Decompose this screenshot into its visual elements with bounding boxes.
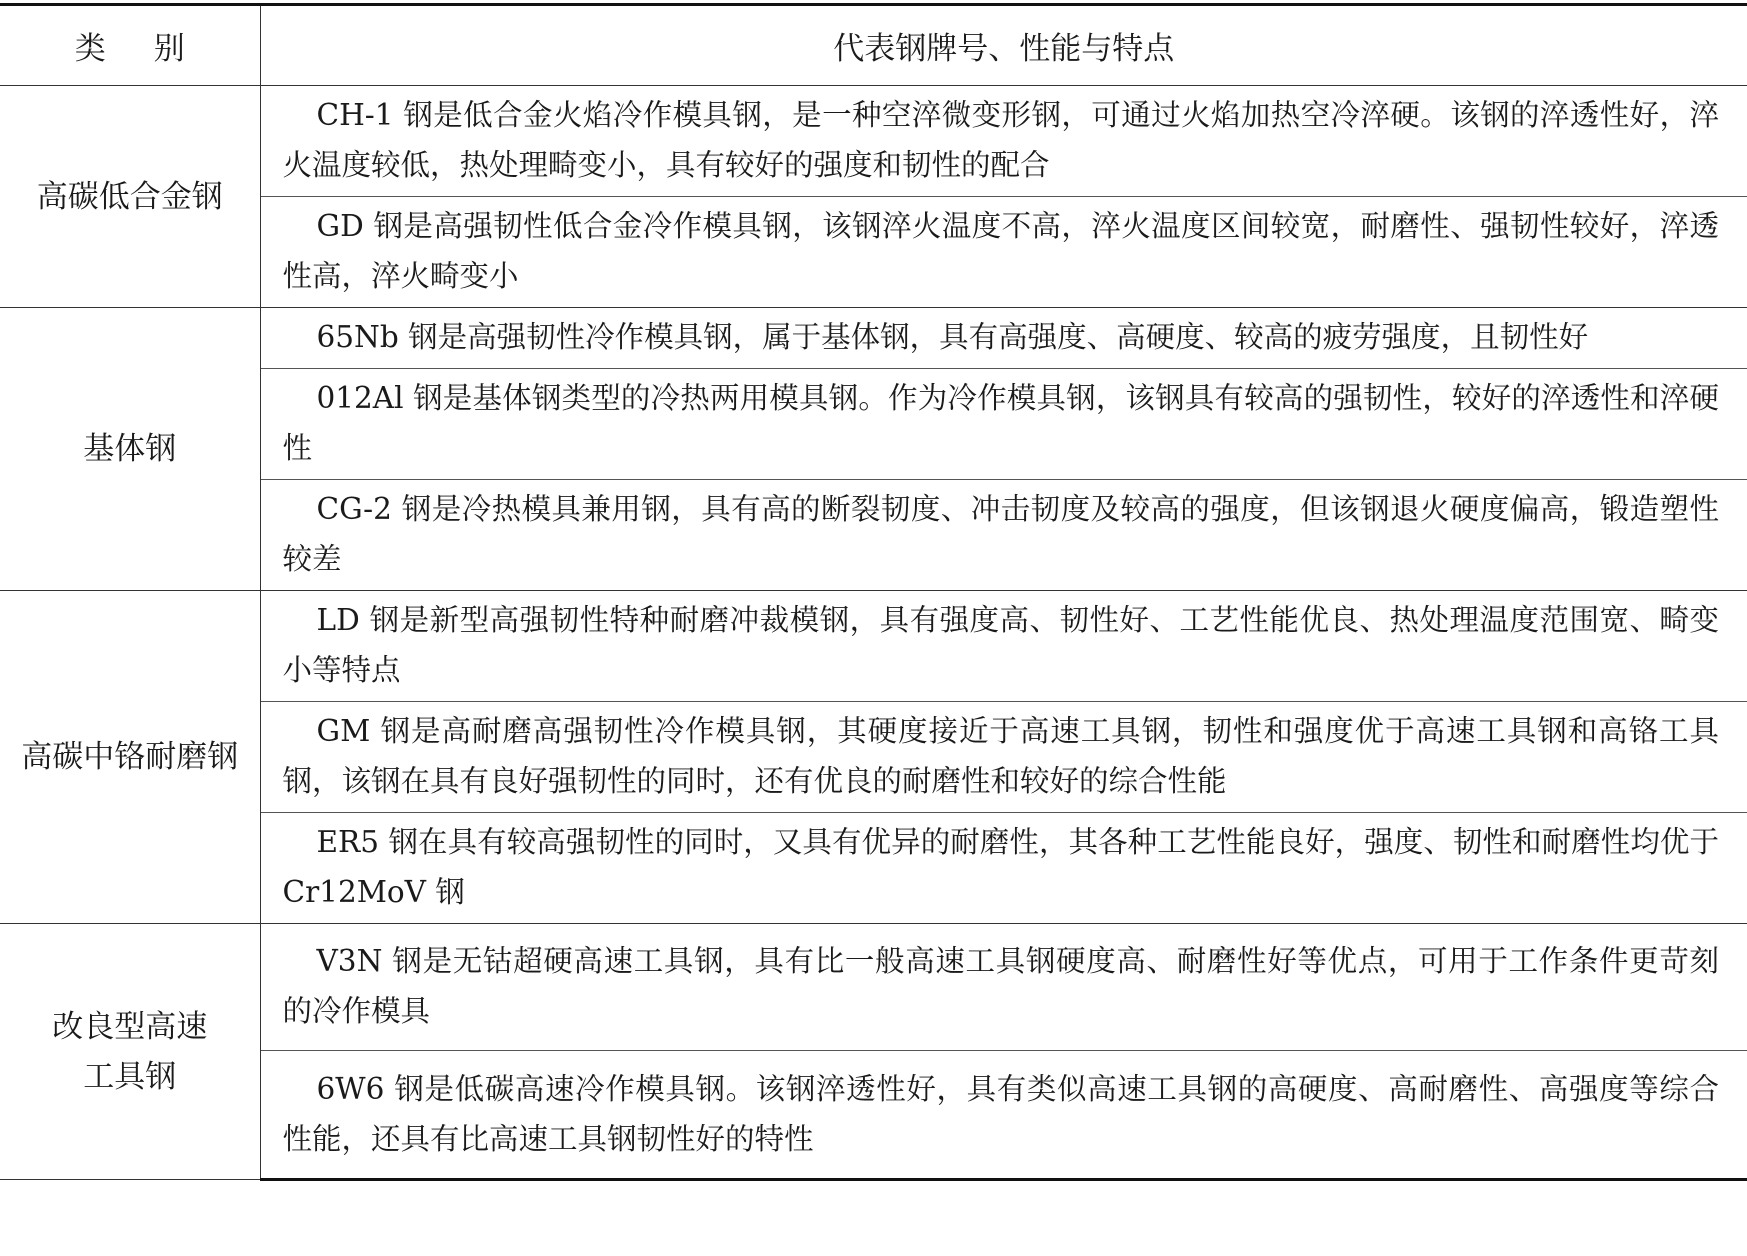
description-text: 65Nb 钢是高强韧性冷作模具钢，属于基体钢，具有高强度、高硬度、较高的疲劳强度，且韧性好 [316,320,1589,354]
table-row [0,702,1747,813]
table-row [0,308,1747,369]
description-text: 012Al 钢是基体钢类型的冷热两用模具钢。作为冷作模具钢，该钢具有较高的强韧性，较好的淬透性和淬硬性 [282,381,1719,465]
table-row [0,480,1747,591]
description-text: GM 钢是高耐磨高强韧性冷作模具钢，其硬度接近于高速工具钢，韧性和强度优于高速工具钢和高铬工具钢，该钢在具有良好强韧性的同时，还有优良的耐磨性和较好的综合性能 [282,714,1719,798]
description-cell [260,308,1747,369]
description-cell [260,924,1747,1051]
table-row [0,369,1747,480]
description-cell [260,813,1747,924]
description-text: GD 钢是高强韧性低合金冷作模具钢，该钢淬火温度不高，淬火温度区间较宽，耐磨性、强韧性较好，淬透性高，淬火畸变小 [282,209,1719,293]
description-cell [260,1051,1747,1180]
description-text: ER5 钢在具有较高强韧性的同时，又具有优异的耐磨性，其各种工艺性能良好，强度、韧性和耐磨性均优于 Cr12MoV 钢 [282,825,1719,909]
category-column-header: 类别 [0,5,260,86]
category-text: 改良型高速工具钢 [52,1008,208,1095]
description-text: 6W6 钢是低碳高速冷作模具钢。该钢淬透性好，具有类似高速工具钢的高硬度、高耐磨性、高强度等综合性能，还具有比高速工具钢韧性好的特性 [282,1071,1719,1156]
description-cell [260,197,1747,308]
table-row [0,591,1747,702]
description-text: LD 钢是新型高强韧性特种耐磨冲裁模钢，具有强度高、韧性好、工艺性能优良、热处理温度范围宽、畸变小等特点 [282,603,1719,687]
table-row [0,924,1747,1051]
table-header [0,5,1747,86]
description-cell [260,369,1747,480]
category-cell [0,924,260,1180]
description-column-header: 代表钢牌号、性能与特点 [260,5,1747,86]
table-row [0,197,1747,308]
description-text: CG-2 钢是冷热模具兼用钢，具有高的断裂韧度、冲击韧度及较高的强度，但该钢退火硬度偏高，锻造塑性较差 [282,492,1719,576]
description-cell [260,480,1747,591]
description-text: CH-1 钢是低合金火焰冷作模具钢，是一种空淬微变形钢，可通过火焰加热空冷淬硬。该钢的淬透性好，淬火温度较低，热处理畸变小，具有较好的强度和韧性的配合 [282,98,1719,182]
description-cell [260,702,1747,813]
description-text: V3N 钢是无钴超硬高速工具钢，具有比一般高速工具钢硬度高、耐磨性好等优点，可用于工作条件更苛刻的冷作模具 [282,944,1719,1028]
header-row [0,5,1747,86]
category-cell: 高碳低合金钢 [0,86,260,308]
table-body [0,86,1747,1180]
steel-properties-table [0,3,1747,1181]
category-cell: 基体钢 [0,308,260,591]
description-cell [260,591,1747,702]
table-row [0,813,1747,924]
table-row [0,1051,1747,1180]
category-cell: 高碳中铬耐磨钢 [0,591,260,924]
table-row [0,86,1747,197]
description-cell [260,86,1747,197]
